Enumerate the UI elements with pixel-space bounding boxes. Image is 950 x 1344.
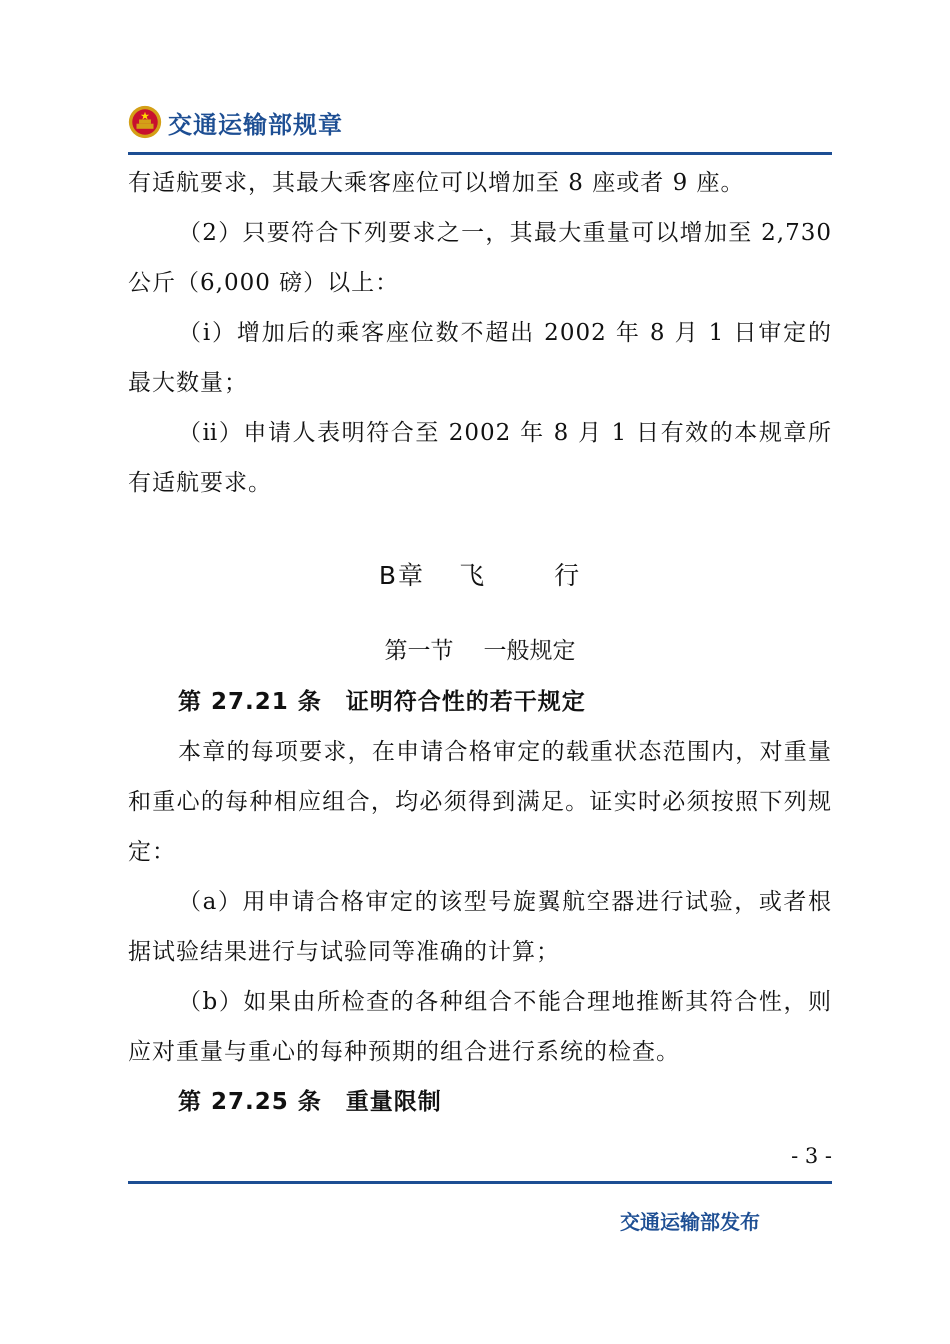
- article-title: 证明符合性的若干规定: [345, 689, 586, 715]
- page-header: [128, 100, 343, 144]
- content-block-1: [128, 158, 832, 508]
- national-emblem-icon: [128, 105, 162, 139]
- chapter-label: B章: [378, 561, 426, 590]
- page-number: - 3 -: [791, 1144, 832, 1168]
- header-title: 交通运输部规章: [168, 110, 343, 139]
- section-heading: [128, 632, 832, 665]
- paragraph-item-i: （ⅰ）增加后的乘客座位数不超出 2002 年 8 月 1 日审定的最大数量；: [128, 320, 832, 396]
- paragraph-item-ii: （ⅱ）申请人表明符合至 2002 年 8 月 1 日有效的本规章所有适航要求。: [128, 420, 832, 496]
- paragraph-intro: 本章的每项要求，在申请合格审定的载重状态范围内，对重量和重心的每种相应组合，均必须得到满足。证实时必须按照下列规定：: [128, 739, 832, 865]
- article-heading-27-21: [128, 677, 832, 727]
- paragraph-continuation: 有适航要求，其最大乘客座位可以增加至 8 座或者 9 座。: [128, 170, 745, 196]
- content-block-2: [128, 677, 832, 1127]
- chapter-title-b: 行: [554, 561, 582, 590]
- section-label: 第一节: [384, 638, 454, 664]
- section-title: 一般规定: [483, 638, 576, 664]
- footer-rule: [128, 1181, 832, 1184]
- paragraph-item-2: （2）只要符合下列要求之一，其最大重量可以增加至 2,730 公斤（6,000 磅）以上：: [128, 220, 832, 296]
- paragraph-item-b: （b）如果由所检查的各种组合不能合理地推断其符合性，则应对重量与重心的每种预期的组合进行系统的检查。: [128, 989, 832, 1065]
- article-heading-27-25: [128, 1077, 832, 1127]
- header-rule: [128, 152, 832, 155]
- chapter-title-a: 飞: [459, 561, 487, 590]
- article-number: 第 27.25 条: [178, 1089, 322, 1115]
- paragraph-item-a: （a）用申请合格审定的该型号旋翼航空器进行试验，或者根据试验结果进行与试验同等准确的计算；: [128, 889, 832, 965]
- chapter-heading: [128, 556, 832, 592]
- article-title: 重量限制: [345, 1089, 442, 1115]
- footer-publisher: 交通运输部发布: [620, 1210, 760, 1234]
- article-number: 第 27.21 条: [178, 689, 322, 715]
